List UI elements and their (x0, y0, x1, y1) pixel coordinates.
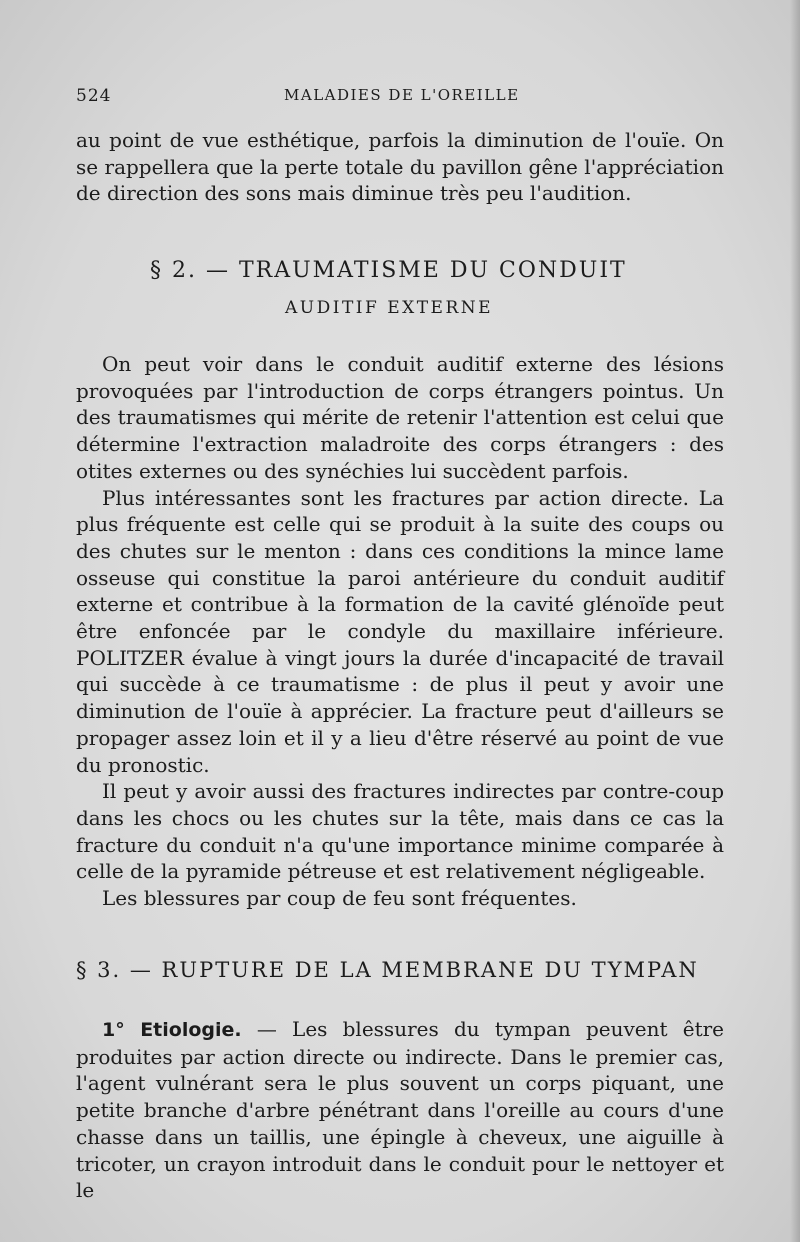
running-title: MALADIES DE L'OREILLE (284, 86, 520, 104)
section-2-paragraph-4: Les blessures par coup de feu sont fréquentes. (102, 886, 577, 911)
section-3-paragraph-text: — Les blessures du tympan peuvent être produites par action directe ou indirecte. Dans le premier cas, l'agent vulnérant sera le plus souvent un corps piquant, une petite branche d'arbre pénétrant dans l'oreille au cours d'une chasse dans un taillis, une épingle à cheveux, une aiguille à tricoter, un crayon introduit dans le conduit pour le nettoyer et le (76, 1017, 725, 1203)
section-2-title: § 2. — TRAUMATISME DU CONDUIT (150, 258, 627, 283)
page-edge-shadow (790, 0, 800, 1242)
page-header (76, 86, 726, 110)
section-2-paragraph-3: Il peut y avoir aussi des fractures indirectes par contre-coup dans les chocs ou les chutes sur la tête, mais dans ce cas la fracture du conduit n'a qu'une importance minime comparée à celle de la pyramide pétreuse et est relativement négligeable. (76, 779, 724, 884)
section-3-paragraph (76, 1016, 724, 1204)
section-2-paragraph-2: Plus intéressantes sont les fractures par action directe. La plus fréquente est celle qui se produit à la suite des coups ou des chutes sur le menton : dans ces conditions la mince lame osseuse qui constitue la paroi antérieure du conduit auditif externe et contribue à la formation de la cavité glénoïde peut être enfoncée par le condyle du maxillaire inférieure. POLITZER évalue à vingt jours la durée d'incapacité de travail qui succède à ce traumatisme : de plus il peut y avoir une diminution de l'ouïe à apprécier. La fracture peut d'ailleurs se propager assez loin et il y a lieu d'être réservé au point de vue du pronostic. (76, 485, 724, 777)
intro-paragraph: au point de vue esthétique, parfois la diminution de l'ouïe. On se rappellera que la perte totale du pavillon gêne l'appréciation de direction des sons mais diminue très peu l'audition. (76, 128, 724, 206)
intro-text-block (76, 127, 724, 207)
page-number: 524 (76, 86, 112, 106)
section-3-body (76, 1016, 724, 1204)
section-2-paragraph-1: On peut voir dans le conduit auditif externe des lésions provoquées par l'introduction de corps étrangers pointus. Un des traumatismes qui mérite de retenir l'attention est celui que détermine l'extraction maladroite des corps étrangers : des otites externes ou des synéchies lui succèdent parfois. (76, 352, 724, 483)
section-3-title: § 3. — RUPTURE DE LA MEMBRANE DU TYMPAN (76, 958, 699, 982)
section-2-body (76, 351, 724, 912)
etiology-subheading: 1° Etiologie. (102, 1019, 242, 1041)
section-2-subtitle: AUDITIF EXTERNE (285, 298, 494, 318)
